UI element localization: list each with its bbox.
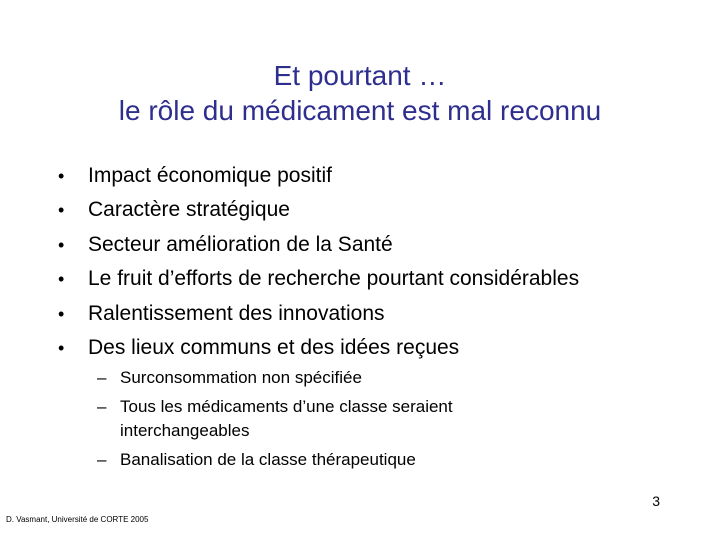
bullet-icon: • <box>58 303 65 324</box>
sub-bullet-item <box>97 395 550 443</box>
title-line-2: le rôle du médicament est mal reconnu <box>118 95 602 126</box>
bullet-text: Impact économique positif <box>88 164 332 187</box>
sub-bullet-text: Banalisation de la classe thérapeutique <box>120 450 416 469</box>
sub-bullet-item <box>97 448 550 472</box>
sub-bullet-item <box>97 366 550 390</box>
bullet-text: Ralentissement des innovations <box>88 301 385 325</box>
dash-icon: – <box>97 368 107 387</box>
dash-icon: – <box>97 397 107 416</box>
sub-bullet-text: Tous les médicaments d’une classe seraient interchangeables <box>120 397 453 440</box>
bullet-icon: • <box>58 166 65 186</box>
sub-bullet-list <box>97 366 550 477</box>
bullet-text: Caractère stratégique <box>88 198 290 222</box>
bullet-text: Le fruit d’efforts de recherche pourtant considérables <box>88 267 580 291</box>
slide-title <box>0 58 720 128</box>
dash-icon: – <box>97 450 107 469</box>
page-number: 3 <box>652 493 660 509</box>
bullet-icon: • <box>58 234 65 255</box>
footer-credit: D. Vasmant, Université de CORTE 2005 <box>6 515 149 524</box>
bullet-icon: • <box>58 269 65 290</box>
bullet-icon: • <box>58 337 65 358</box>
title-line-1: Et pourtant … <box>273 60 447 91</box>
bullet-text: Des lieux communs et des idées reçues <box>88 335 460 359</box>
bullet-icon: • <box>58 200 65 221</box>
bullet-text: Secteur amélioration de la Santé <box>88 232 393 256</box>
sub-bullet-text: Surconsommation non spécifiée <box>120 368 362 387</box>
